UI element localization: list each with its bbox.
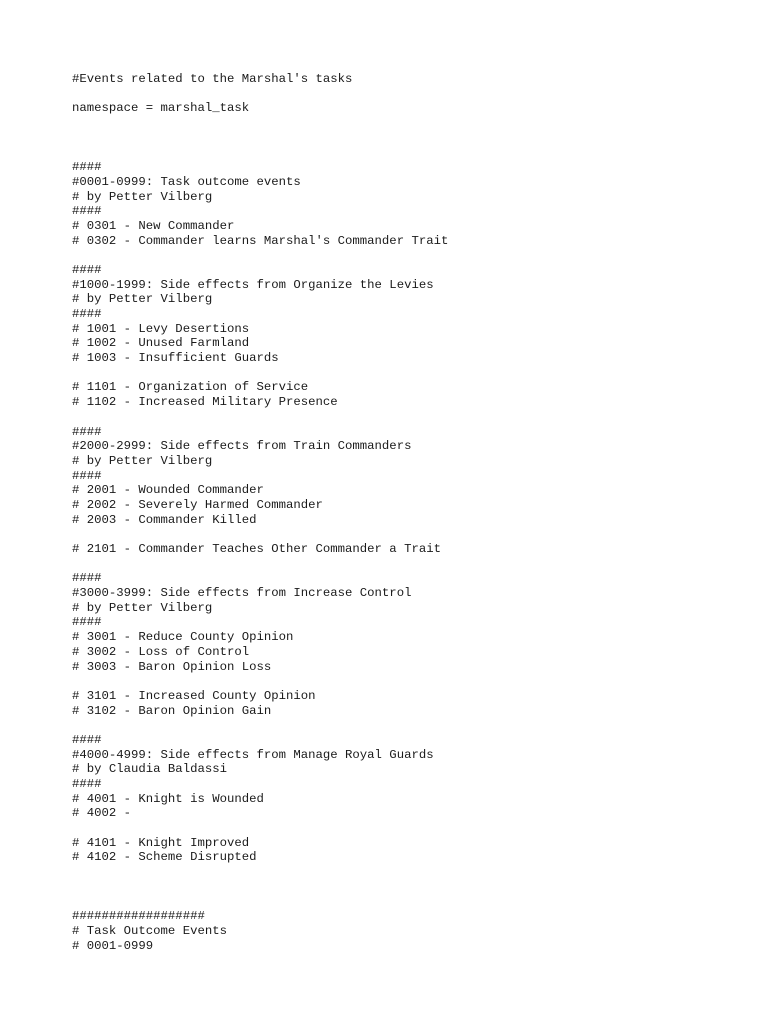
event-entry-line: # 0001-0999 <box>72 938 154 953</box>
section-header-line: #4000-4999: Side effects from Manage Royal Guards <box>72 747 434 762</box>
event-entry-line: # 3001 - Reduce County Opinion <box>72 630 294 645</box>
author-line: # by Petter Vilberg <box>72 189 213 204</box>
event-entry-line: # 3102 - Baron Opinion Gain <box>72 703 272 718</box>
blank-line <box>72 131 448 146</box>
event-entry-line: # 1101 - Organization of Service <box>72 380 309 395</box>
event-entry-line: # 2003 - Commander Killed <box>72 512 257 527</box>
event-entry-line: # 3003 - Baron Opinion Loss <box>72 659 272 674</box>
event-entry-line: # 3101 - Increased County Opinion <box>72 688 316 703</box>
event-entry-line: # 0302 - Commander learns Marshal's Commander Trait <box>72 233 449 248</box>
event-entry-line: # 4001 - Knight is Wounded <box>72 791 264 806</box>
event-entry-line: # 1102 - Increased Military Presence <box>72 395 338 410</box>
separator-line: #### <box>72 777 102 791</box>
separator-line: #### <box>72 307 102 321</box>
blank-line <box>72 557 448 572</box>
blank-line <box>72 145 448 160</box>
event-entry-line: # 3002 - Loss of Control <box>72 644 250 659</box>
event-entry-line: # 1002 - Unused Farmland <box>72 336 250 351</box>
event-entry-line: # 4102 - Scheme Disrupted <box>72 850 257 865</box>
blank-line <box>72 865 448 880</box>
blank-line <box>72 895 448 910</box>
blank-line <box>72 718 448 733</box>
separator-line: #### <box>72 160 102 175</box>
blank-line <box>72 248 448 263</box>
blank-line <box>72 116 448 131</box>
event-entry-line: # 2001 - Wounded Commander <box>72 483 264 498</box>
script-file-text <box>72 72 448 953</box>
blank-line <box>72 527 448 542</box>
separator-line: #### <box>72 468 102 483</box>
section-header-line: #0001-0999: Task outcome events <box>72 174 301 189</box>
author-line: # by Petter Vilberg <box>72 292 213 307</box>
event-entry-line: # 4002 - <box>72 806 132 821</box>
blank-line <box>72 410 448 425</box>
author-line: # by Petter Vilberg <box>72 600 213 615</box>
section-header-line: #2000-2999: Side effects from Train Commanders <box>72 439 412 454</box>
event-entry-line: # 1001 - Levy Desertions <box>72 321 250 336</box>
blank-line <box>72 674 448 689</box>
blank-line <box>72 366 448 381</box>
separator-line: #### <box>72 262 102 277</box>
separator-line: #### <box>72 204 102 219</box>
comment-line: #Events related to the Marshal's tasks <box>72 72 353 86</box>
section-header-line: #3000-3999: Side effects from Increase Control <box>72 586 412 601</box>
section-header-line: #1000-1999: Side effects from Organize the Levies <box>72 277 434 292</box>
comment-line: # Task Outcome Events <box>72 923 227 938</box>
namespace-line: namespace = marshal_task <box>72 101 250 116</box>
separator-line: ################## <box>72 909 205 924</box>
author-line: # by Claudia Baldassi <box>72 762 227 777</box>
separator-line: #### <box>72 732 102 747</box>
event-entry-line: # 4101 - Knight Improved <box>72 835 250 850</box>
event-entry-line: # 2101 - Commander Teaches Other Commander a Trait <box>72 542 441 556</box>
blank-line <box>72 87 448 102</box>
separator-line: #### <box>72 424 102 439</box>
event-entry-line: # 1003 - Insufficient Guards <box>72 351 279 366</box>
separator-line: #### <box>72 615 102 630</box>
author-line: # by Petter Vilberg <box>72 453 213 468</box>
blank-line <box>72 821 448 836</box>
event-entry-line: # 0301 - New Commander <box>72 218 235 233</box>
separator-line: #### <box>72 571 102 586</box>
event-entry-line: # 2002 - Severely Harmed Commander <box>72 497 323 512</box>
blank-line <box>72 880 448 895</box>
